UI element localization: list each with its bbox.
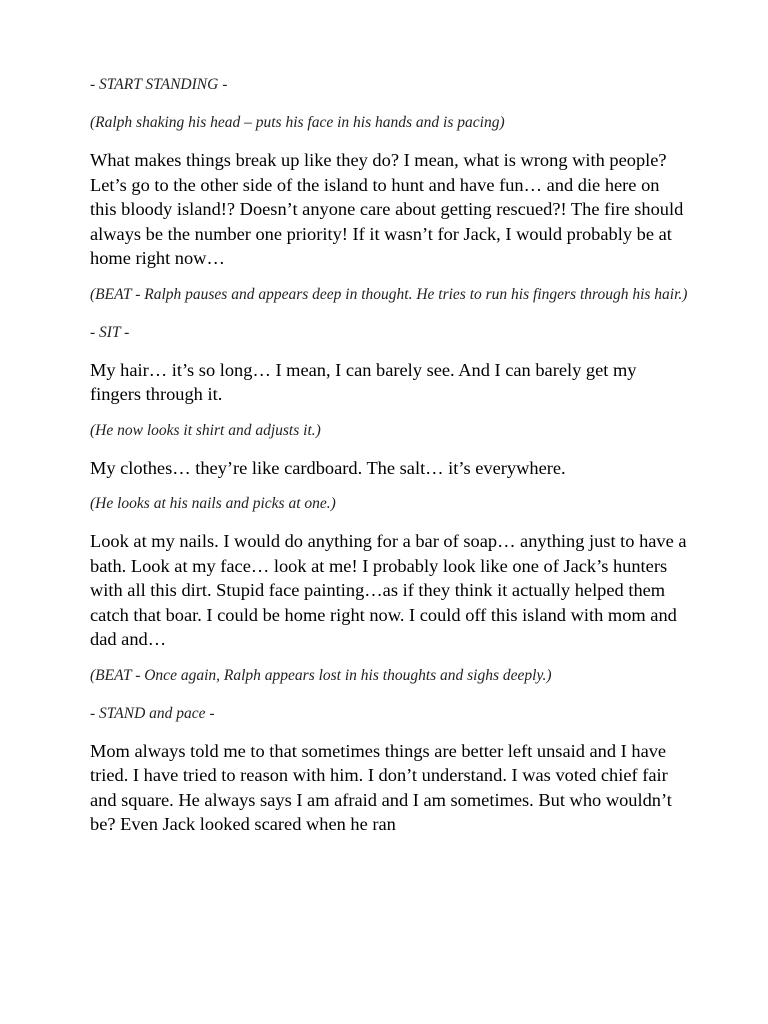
- stage-direction-beat-2: (BEAT - Once again, Ralph appears lost in his thoughts and sighs deeply.): [90, 666, 552, 684]
- stage-direction-shirt: (He now looks it shirt and adjusts it.): [90, 421, 321, 439]
- stage-direction-sit: - SIT -: [90, 323, 130, 341]
- stage-direction-ralph-pacing: (Ralph shaking his head – puts his face in his hands and is pacing): [90, 114, 505, 131]
- dialogue-paragraph-5: Mom always told me to that sometimes things are better left unsaid and I have tried. I have tried to reason with him. I don’t understand. I was voted chief fair and square. He always says I am afraid and I am sometimes. But who wouldn’t be? Even Jack looked scared when he ran: [90, 740, 672, 834]
- dialogue-paragraph-3: My clothes… they’re like cardboard. The salt… it’s everywhere.: [90, 457, 566, 478]
- stage-direction-nails: (He looks at his nails and picks at one.): [90, 495, 336, 512]
- dialogue-paragraph-4: Look at my nails. I would do anything for a bar of soap… anything just to have a bath. Look at my face… look at me! I probably look like one of Jack’s hunters with all this dirt. Stupid face painting…as if they think it actually helped them catch that boar. I could be home right now. I could off this island with mom and dad and…: [90, 531, 687, 649]
- script-page: [90, 74, 690, 837]
- stage-direction-beat-1: (BEAT - Ralph pauses and appears deep in thought. He tries to run his fingers through his hair.): [90, 285, 688, 303]
- stage-direction-stand-and-pace: - STAND and pace -: [90, 704, 215, 722]
- dialogue-paragraph-1: What makes things break up like they do? I mean, what is wrong with people? Let’s go to the other side of the island to hunt and have fun… and die here on this bloody island!? Doesn’t anyone care about getting rescued?! The fire should always be the number one priority! If it wasn’t for Jack, I would probably be at home right now…: [90, 150, 684, 268]
- stage-direction-start-standing: - START STANDING -: [90, 76, 228, 93]
- dialogue-paragraph-2: My hair… it’s so long… I mean, I can barely see. And I can barely get my fingers through it.: [90, 359, 637, 404]
